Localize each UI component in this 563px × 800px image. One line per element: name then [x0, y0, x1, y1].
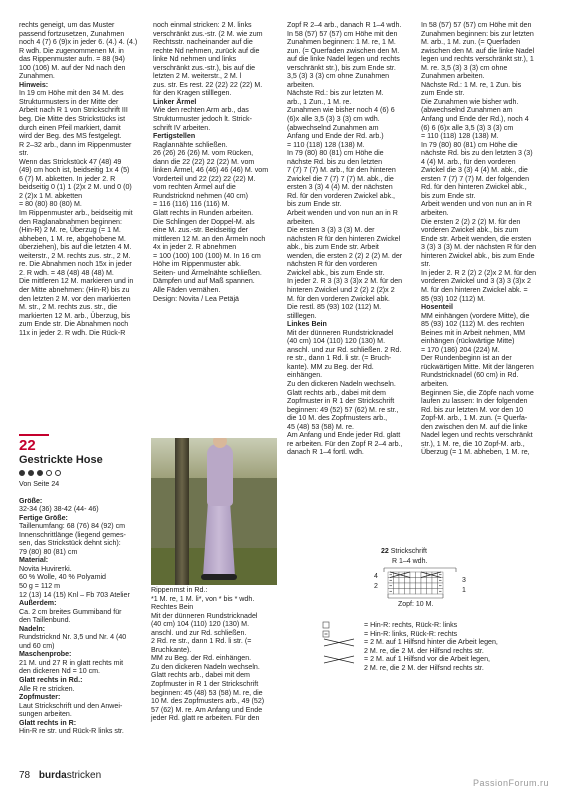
paragraph: Alle R re stricken. [19, 684, 75, 693]
column-2-lower [151, 586, 277, 723]
subheading: Zopfmuster: [19, 693, 61, 702]
chart-cell [394, 572, 400, 578]
difficulty-dot-empty [55, 470, 61, 476]
photo-knitted-sweater [207, 444, 233, 506]
paragraph: Nächste Rd.: 1 M. re, 1 Zun. bis zum Ende str. Die Zunahmen wie bisher wdh. (abwechselnd Zunahmen am Anfang und Ende der Rd.), noch 4 (6) 6 (6)x alle 3,5 (3) 3 (3) cm = 110 (118) 128 (138) M. In 79 (80) 80 (81) cm Höhe die nächste Rd. bis zu den letzten 3 (3) 4 (4) M. arb., für den vorderen Zwickel die 3 (3) 4 (4) M. abk., die ersten 7 (7) 7 (7) M. der folgenden Rd. für den hinteren Zwickel abk., bis zum Ende str. Arbeit wenden und von nun an in R arbeiten. Die ersten 2 (2) 2 (2) M. für den vorderen Zwickel abk., bis zum Ende str. Arbeit wenden, die ersten 3 (3) 3 (3) M. der nächsten R für den hinteren Zwickel abk., bis zum Ende str. In jeder 2. R 2 (2) 2 (2)x 2 M. für den vorderen Zwickel und 3 (3) 3 (3)x 2 M. für den hinteren Zwickel abk. = 85 (93) 102 (112) M. [421, 80, 537, 303]
subheading: Material: [19, 556, 49, 565]
chart-cell [394, 583, 400, 589]
chart-repeat-note: R 1–4 wdh. [392, 558, 428, 565]
chart-cell [399, 589, 405, 595]
chart-cell [394, 578, 400, 584]
subheading: Fertige Größe: [19, 513, 68, 522]
model-photo [151, 438, 277, 585]
column-3 [287, 21, 408, 457]
difficulty-dot-filled [19, 470, 25, 476]
paragraph: Taillenumfang: 68 (76) 84 (92) cm Innenschrittlänge (liegend gemes- sen, das Strickstück dehnt sich): 79 (80) 80 (81) cm [19, 522, 126, 556]
subheading: Größe: [19, 496, 43, 505]
row-label-2: 2 [374, 583, 378, 590]
subheading: Glatt rechts in R: [19, 718, 77, 727]
chart-cell [399, 578, 405, 584]
paragraph: Raglannähte schließen. 26 (26) 26 (26) M. vom Rücken, dann die 22 (22) 22 (22) M. vom linken Ärmel, 46 (46) 46 (46) M. vom Vorderteil und 22 (22) 22 (22) M. vom rechten Ärmel auf die Rundstricknd nehmen (40 cm) = 116 (116) 116 (116) M. Glatt rechts in Runden arbeiten. Die Schlingen der Doppel-M. als eine M. zus.-str. Beidseitig der mittleren 12 M. an den Ärmeln noch 4x in jeder 2. R abnehmen = 100 (100) 100 (100) M. In 16 cm Höhe im Rippenmuster abk. Seiten- und Ärmelnähte schließen. Dämpfen und auf Maß spannen. Alle Fäden vernähen. [153, 140, 269, 294]
column-1-materials [19, 497, 139, 736]
chart-cell [432, 589, 438, 595]
chart-cell [421, 583, 427, 589]
chart-title: Strickschrift [390, 548, 427, 555]
page-footer [19, 770, 101, 781]
row-label-1: 1 [462, 587, 466, 594]
chart-cell [432, 572, 438, 578]
paragraph: MM einhängen (vordere Mitte), die 85 (93) 102 (112) M. des rechten Beines mit in Arbeit nehmen, MM einhängen (rückwärtige Mitte) = 170 (186) 204 (224) M. Der Rundenbeginn ist an der rückwärtigen Mitte. Mit der längeren Rundstricknadel (60 cm) in Rd. arbeiten. Beginnen Sie, die Zöpfe nach vorne laufen zu lassen: In der folgenden Rd. bis zur letzten M. vor den 10 Zopf-M. arb., 1 M. zun. (= Querfa- den zwischen den M. auf die linke Nadel legen und rechts verschränkt str.), 1 M. re, die 10 Zopf-M. arb., Überzug (= 1 M. abheben, 1 M. re, [421, 311, 534, 457]
row-label-4: 4 [374, 573, 378, 580]
chart-cell [427, 583, 433, 589]
paragraph: *1 M. re, 1 M. li*, von * bis * wdh. [151, 594, 255, 603]
box-symbol-icon [322, 621, 364, 630]
paragraph: noch einmal stricken: 2 M. links verschränkt zus.-str. (2 M. wie zum Rechtsstr. nacheinander auf die rechte Nd nehmen, zurück auf die linke Nd nehmen und links verschränkt zus.-str.), bis auf die letzten 2 M. weiterstr., 2 M. l zus. str. Es rest. 22 (22) 22 (22) M. für den Kragen stilllegen. [153, 21, 263, 98]
chart-cell [416, 578, 422, 584]
difficulty-dot-empty [46, 470, 52, 476]
subheading: Linker Ärmel [153, 97, 197, 106]
paragraph: Novita Huvirетki. 60 % Wolle, 40 % Polyamid 50 g = 112 m 12 (13) 14 (15) Knl – Fb 703 Atelier [19, 564, 130, 599]
cross-left-symbol-icon [322, 655, 364, 664]
difficulty-rating [19, 470, 139, 476]
paragraph: Nächste Rd.: bis zur letzten M. arb., 1 Zun., 1 M. re. Zunahmen wie bisher noch 4 (6) 6 (6)x alle 3,5 (3) 3 (3) cm wdh. (abwechselnd Zunahmen am Anfang und Ende der Rd. arb.) = 110 (118) 128 (138) M. In 79 (80) 80 (81) cm Höhe die nächste Rd. bis zu den letzten 7 (7) 7 (7) M. arb., für den hinteren Zwickel die 7 (7) 7 (7) M. abk., die ersten 3 (3) 4 (4) M. der nächsten Rd. für den vorderen Zwickel abk., bis zum Ende str. Arbeit wenden und von nun an in R arbeiten. Die ersten 3 (3) 3 (3) M. der nächsten R für den hinteren Zwickel abk., bis zum Ende str. Arbeit wenden, die ersten 2 (2) 2 (2) M. der nächsten R für den vorderen Zwickel abk., bis zum Ende str. In jeder 2. R 3 (3) 3 (3)x 2 M. für den hinteren Zwickel und 2 (2) 2 (2)x 2 M. für den vorderen Zwickel abk. Die restl. 85 (93) 102 (112) M. stilllegen. [287, 89, 403, 320]
legend-row [322, 621, 552, 630]
column-1 [19, 21, 139, 337]
paragraph: Wie den rechten Arm arb., das Strukturmuster jedoch lt. Strick- schrift IV arbeiten. [153, 106, 252, 132]
chart-cell [394, 589, 400, 595]
paragraph: 21 M. und 27 R in glatt rechts mit den dickeren Nd = 10 cm. [19, 658, 124, 676]
section-intro: Von Seite 24 [19, 480, 60, 488]
row-label-3: 3 [462, 577, 466, 584]
legend-row [322, 638, 552, 655]
subheading: Nadeln: [19, 624, 46, 633]
legend-text: = Hin-R: rechts, Rück-R: links [364, 621, 458, 629]
paragraph: Laut Strickschrift und den Anwei- sungen arbeiten. [19, 701, 123, 719]
paragraph: Ca. 2 cm breites Gummiband für den Taillenbund. [19, 607, 122, 625]
paragraph: Mit der dünneren Rundstricknadel (40 cm) 104 (110) 120 (130) M. anschl. und zur Rd. schließen. 2 Rd. re str., dann 1 Rd. li str. (= Bruch- kante). MM zu Beg. der Rd. einhängen. Zu den dickeren Nadeln wechseln. Glatt rechts arb., dabei mit dem Zopfmuster in R 1 der Strickschrift beginnen: 49 (52) 57 (62) M. re str., die 10 M. des Zopfmusters arb., 45 (48) 53 (58) M. re. Am Anfang und Ende jeder Rd. glatt re arbeiten. Für den Zopf R 2–4 arb., danach R 1–4 fortl. wdh. [287, 328, 403, 457]
difficulty-dot-filled [28, 470, 34, 476]
knitting-chart [370, 548, 480, 613]
brand-light: stricken [66, 770, 102, 781]
chart-number: 22 [381, 548, 389, 555]
subheading: Glatt rechts in Rd.: [19, 676, 83, 685]
paragraph: 32-34 (36) 38-42 (44- 46) [19, 505, 99, 514]
paragraph: Hin-R re str. und Rück-R links str. [19, 727, 124, 736]
chart-cell [405, 583, 411, 589]
column-4 [421, 21, 545, 457]
subheading: Fertigstellen [153, 132, 196, 141]
cross-right-symbol-icon [322, 638, 364, 647]
chart-cell [421, 578, 427, 584]
photo-knitted-pants [203, 504, 235, 576]
legend-text: = 2 M. auf 1 Hilfsnd vor die Arbeit legen, 2 M. re, die 2 M. der Hilfsnd rechts str. [364, 655, 490, 672]
chart-cell [432, 578, 438, 584]
paragraph: Design: Novita / Lea Petäjä [153, 294, 239, 303]
paragraph: In 19 cm Höhe mit den 34 M. des Strukturmusters in der Mitte der Arbeit nach R 1 von Strickschrift III beg. Die Mitte des Strickstücks ist durch einen Pfeil markiert, damit wird der Beg. des MS festgelegt. R 2–32 arb., dann im Rippenmuster str. Wenn das Strickstück 47 (48) 49 (49) cm hoch ist, beidseitig 1x 4 (5) 6 (7) M. abketten. In jeder 2. R beidseitig 0 (1) 1 (2)x 2 M. und 0 (0) 2 (2)x 1 M. abketten = 80 (80) 80 (80) M. Im Rippenmuster arb., beidseitig mit den Raglanabnahmen beginnen: (Hin-R) 2 M. re, Überzug (= 1 M. abheben, 1 M. re, abgehobene M. überziehen), bis auf die letzten 4 M. weiterstr., 2 M. rechts zus. str., 2 M. re. Die Abnahmen noch 15x in jeder 2. R wdh. = 48 (48) 48 (48) M. Die mittleren 12 M. markieren und in der Mitte abnehmen: (Hin-R) bis zu den letzten 2 M. vor den markierten M. str., 2 M. rechts zus. str., die markierten 12 M. arb., Überzug, bis zum Ende str. Die Abnahmen noch 11x in jeder 2. R wdh. Die Rück-R [19, 89, 134, 337]
chart-cell [410, 578, 416, 584]
subheading: Hosenteil [421, 303, 453, 312]
chart-cell [421, 589, 427, 595]
brand-logo [39, 770, 101, 781]
photo-shoes [201, 574, 237, 580]
chart-cell [410, 583, 416, 589]
chart-cell [405, 578, 411, 584]
chart-cell [410, 589, 416, 595]
difficulty-dot-filled [37, 470, 43, 476]
column-2 [153, 21, 275, 303]
chart-cell [416, 589, 422, 595]
paragraph: Mit der dünneren Rundstricknadel (40 cm) 104 (110) 120 (130) M. anschl. und zur Rd. schließen. 2 Rd. re str., dann 1 Rd. li str. (= Bruchkante). MM zu Beg. der Rd. einhängen. Zu den dickeren Nadeln wechseln. Glatt rechts arb., dabei mit dem Zopfmuster in R 1 der Strickschrift beginnen: 45 (48) 53 (58) M. re, die 10 M. des Zopfmusters arb., 49 (52) 57 (62) M. re. Am Anfang und Ende jeder Rd. glatt re arbeiten. Für den [151, 611, 265, 723]
legend-text: = Hin-R: links, Rück-R: rechts [364, 629, 458, 638]
subheading: Rechtes Bein [151, 603, 194, 612]
section-divider [19, 434, 49, 436]
section-number: 22 [19, 437, 36, 454]
legend-row [322, 630, 552, 639]
chart-cell [405, 589, 411, 595]
chart-legend [322, 621, 552, 672]
legend-row [322, 655, 552, 672]
chart-cell [427, 589, 433, 595]
chart-cell [432, 583, 438, 589]
chart-cell [399, 583, 405, 589]
paragraph: In 58 (57) 57 (57) cm Höhe mit den Zunahmen beginnen: bis zur letzten M. arb., 1 M. zun. (= Querfaden zwischen den M. auf die linke Nadel legen und rechts verschränkt str.), 1 M. re. 3,5 (3) 3 (3) cm ohne Zunahmen arbeiten. [421, 21, 535, 81]
chart-cell [410, 572, 416, 578]
subheading: Hinweis: [19, 80, 49, 89]
paragraph: Rundstricknd Nr. 3,5 und Nr. 4 (40 und 60 cm) [19, 633, 127, 650]
section-title: Gestrickte Hose [19, 454, 103, 466]
section-22 [19, 438, 139, 736]
watermark: PassionForum.ru [472, 778, 549, 788]
dash-symbol-icon [322, 630, 364, 639]
paragraph: Zopf R 2–4 arb., danach R 1–4 wdh. In 58 (57) 57 (57) cm Höhe mit den Zunahmen beginnen: 1 M. re, 1 M. zun. (= Querfaden zwischen den M. auf die linke Nadel legen und rechts verschränkt str.), bis zum Ende str. 3,5 (3) 3 (3) cm ohne Zunahmen arbeiten. [287, 21, 402, 89]
subheading: Rippenmst in Rd.: [151, 586, 208, 594]
subheading: Außerdem: [19, 599, 57, 608]
subheading: Linkes Bein [287, 320, 327, 329]
chart-cell [416, 572, 422, 578]
brand-bold: burda [38, 770, 67, 781]
paragraph: rechts geneigt, um das Muster passend fortzusetzen, Zunahmen noch 4 (7) 6 (9)x in jeder 6. (4.) 4. (4.) R wdh. Die zugenommenen M. in das Rippenmuster aufn. = 88 (94) 100 (106) M. auf der Nd nach den Zunahmen. [19, 21, 138, 81]
subheading: Maschenprobe: [19, 650, 72, 659]
photo-tree [175, 438, 189, 585]
chart-cell [427, 578, 433, 584]
chart-width-note: Zopf: 10 M. [398, 601, 434, 608]
chart-cell [416, 583, 422, 589]
legend-text: = 2 M. auf 1 Hilfsnd hinter die Arbeit legen, 2 M. re, die 2 M. der Hilfsnd rechts str. [364, 638, 498, 655]
page-number: 78 [19, 770, 31, 781]
